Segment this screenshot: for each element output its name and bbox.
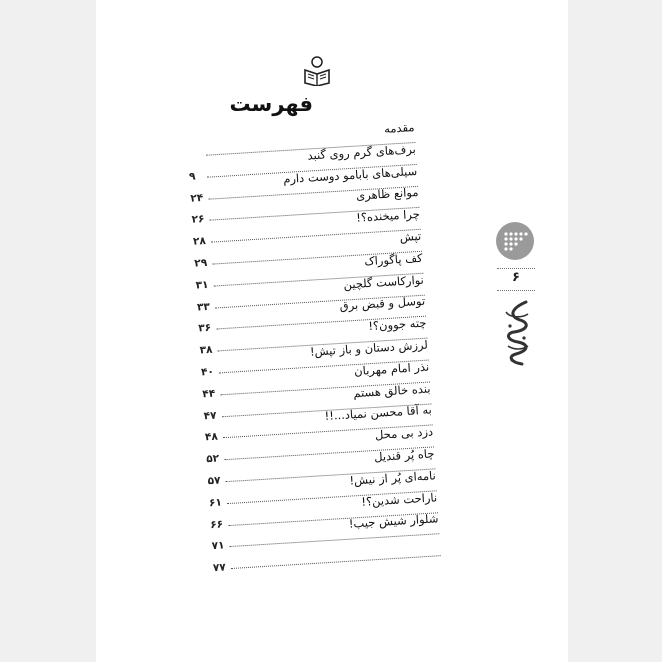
toc-entry-page: ۴۰ (200, 365, 215, 379)
toc-entry-title: دزد بی محل (374, 424, 434, 443)
toc-entry-title: تپش (399, 228, 422, 245)
toc-entry-title: شلوار شیش جیب! (348, 511, 439, 532)
toc-entry-title: مقدمه (383, 120, 415, 136)
toc-entry-title: سیلی‌های بابامو دوست دارم (282, 163, 418, 186)
toc-entry-page: ۴۴ (201, 387, 216, 401)
toc-entry-title: نذر امام مهربان (353, 359, 430, 378)
toc-entry-page: ۷۱ (211, 539, 225, 553)
toc-entry-page: ۷۷ (212, 561, 227, 575)
toc-entry-title: نامه‌ای پُر از نیش! (349, 468, 437, 488)
toc-entry-page: ۳۶ (197, 322, 212, 335)
toc-entry-title: چرا میخنده؟! (355, 207, 421, 225)
toc-entry-title: توسل و قبض برق (339, 294, 426, 314)
toc-entry-page: ۳۳ (196, 300, 211, 314)
page-number: ۶ (512, 270, 520, 285)
toc-entry-page: ۵۷ (207, 474, 221, 488)
toc-entry-page: ۲۴ (190, 191, 204, 205)
toc-entry-page: ۶۶ (209, 517, 224, 531)
side-separator (497, 268, 535, 269)
toc-entry-page: ۲۸ (192, 235, 207, 248)
toc-entry-page (187, 148, 203, 149)
toc-entry-page: ۲۶ (191, 213, 205, 227)
book-icon (301, 56, 333, 86)
toc-entry-title: برف‌های گرم روی گنبد (307, 141, 417, 163)
page-title: فهرست (229, 92, 313, 116)
toc-entry-page: ۶۱ (208, 496, 223, 509)
toc-entry-page: ۳۸ (199, 343, 213, 357)
toc-entry-page: ۹ (188, 170, 196, 183)
table-of-contents (186, 120, 440, 575)
toc-entry-title: لرزش دستان و باز تپش! (309, 337, 429, 359)
toc-entry-title: چته جوون؟! (367, 315, 427, 334)
side-separator (497, 290, 535, 291)
calligraphy-logo-icon (500, 298, 534, 368)
toc-entry-title: موانع ظاهری (355, 185, 419, 204)
toc-entry-page: ۲۹ (193, 256, 208, 270)
toc-entry-title: کف پاگوراک (363, 250, 423, 269)
toc-entry-page: ۵۲ (205, 452, 220, 466)
toc-entry-title: ناراحت شدین؟! (360, 489, 438, 509)
toc-entry-title: نوارکاست گلچین (343, 272, 425, 292)
toc-entry-title: چاه پُر قندیل (373, 446, 435, 465)
dots-badge-icon (496, 222, 534, 260)
toc-entry-page: ۴۷ (203, 409, 217, 422)
toc-entry-page: ۳۱ (195, 278, 209, 292)
toc-entry-title: بنده خالق هستم (352, 381, 431, 400)
toc-entry-page: ۴۸ (204, 430, 219, 444)
toc-entry-title: به آقا محسن نمیاد...!! (324, 402, 433, 424)
title-block (225, 56, 325, 116)
